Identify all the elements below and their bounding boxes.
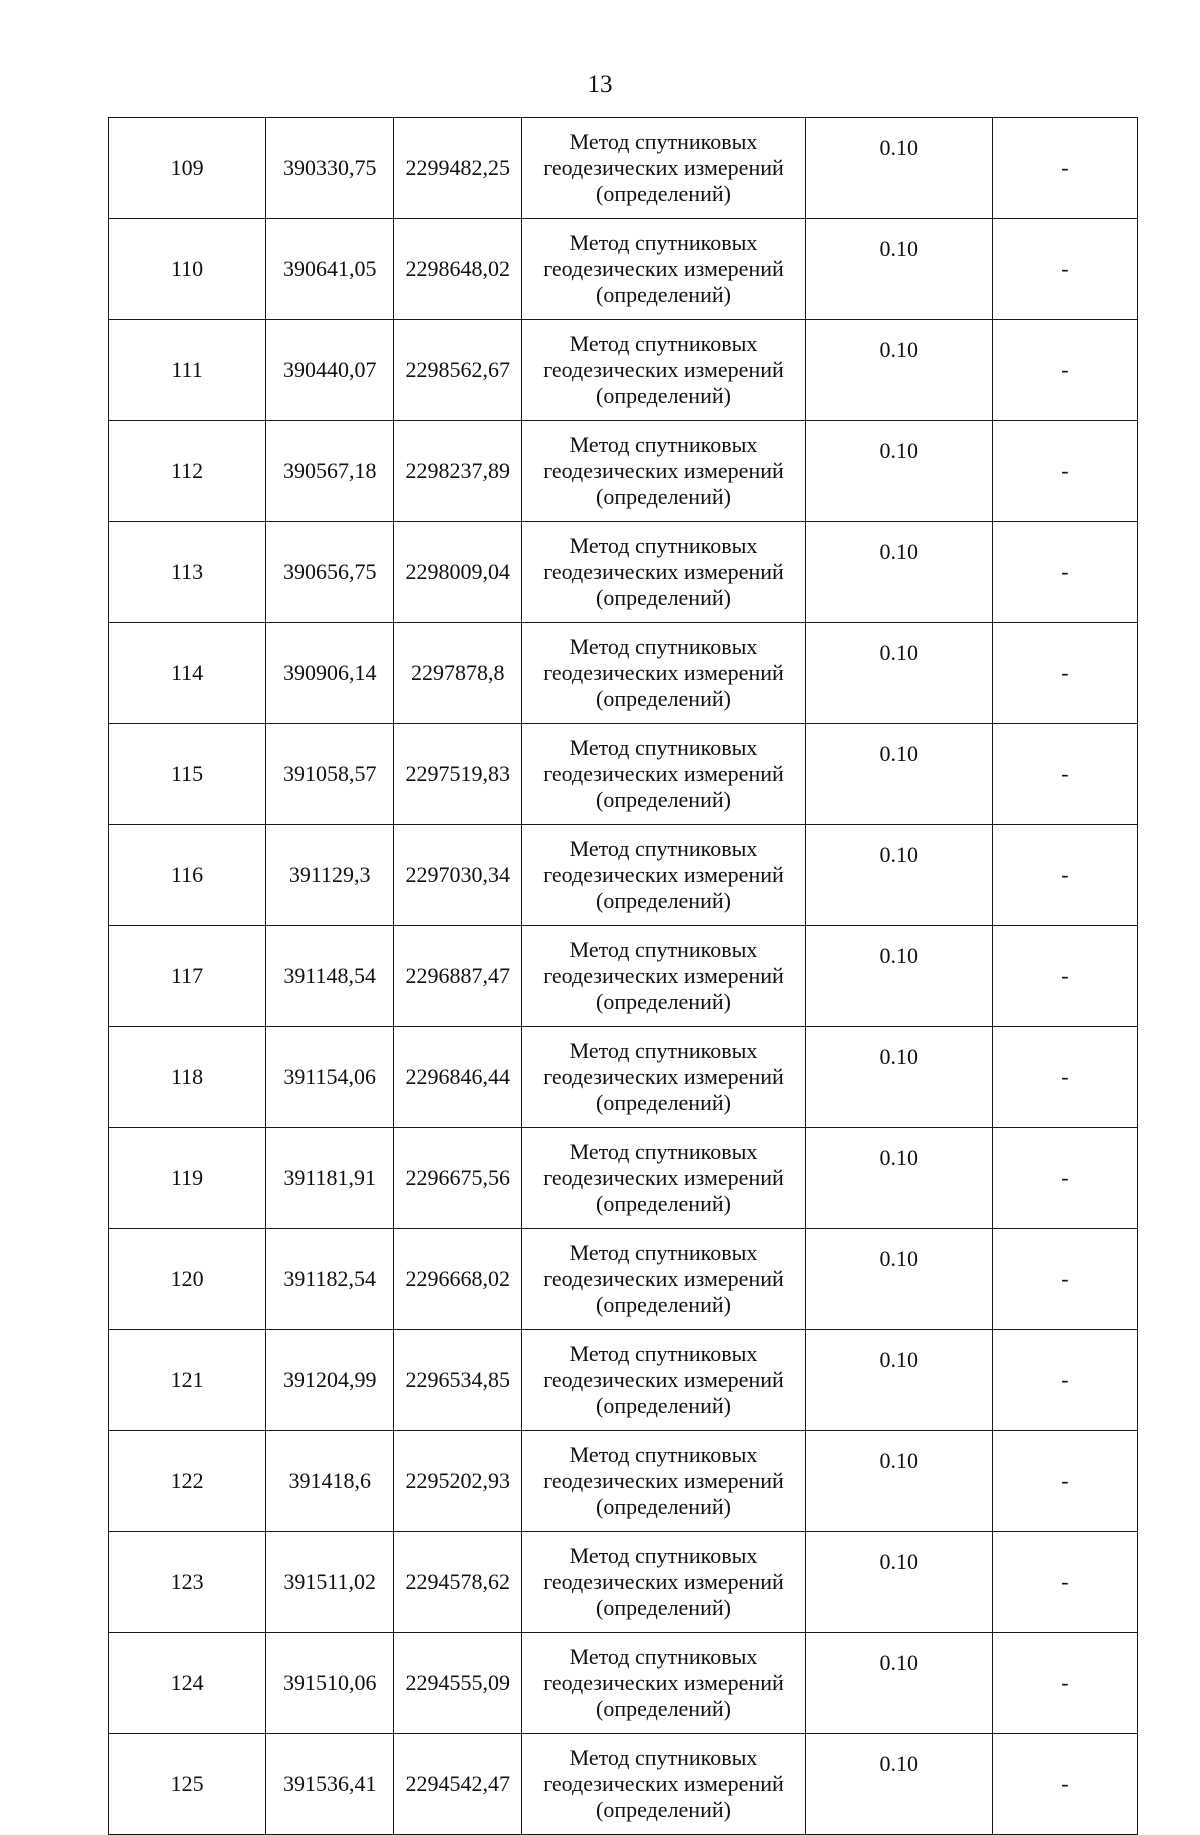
accuracy-cell: 0.10 xyxy=(805,1330,992,1431)
method-cell: Метод спутниковых геодезических измерений (определений) xyxy=(522,825,805,926)
y-coordinate-cell: 2296887,47 xyxy=(394,926,522,1027)
method-cell: Метод спутниковых геодезических измерений (определений) xyxy=(522,320,805,421)
accuracy-cell: 0.10 xyxy=(805,219,992,320)
extra-cell: - xyxy=(992,1027,1137,1128)
x-coordinate-cell: 391536,41 xyxy=(266,1734,394,1835)
table-row xyxy=(109,118,1138,219)
point-number-cell: 111 xyxy=(109,320,266,421)
y-coordinate-cell: 2294542,47 xyxy=(394,1734,522,1835)
method-cell: Метод спутниковых геодезических измерений (определений) xyxy=(522,1633,805,1734)
point-number-cell: 121 xyxy=(109,1330,266,1431)
method-cell: Метод спутниковых геодезических измерений (определений) xyxy=(522,219,805,320)
accuracy-cell: 0.10 xyxy=(805,825,992,926)
x-coordinate-cell: 391182,54 xyxy=(266,1229,394,1330)
table-row xyxy=(109,724,1138,825)
extra-cell: - xyxy=(992,926,1137,1027)
method-cell: Метод спутниковых геодезических измерений (определений) xyxy=(522,1027,805,1128)
accuracy-cell: 0.10 xyxy=(805,320,992,421)
table-row xyxy=(109,1431,1138,1532)
method-cell: Метод спутниковых геодезических измерений (определений) xyxy=(522,1431,805,1532)
point-number-cell: 110 xyxy=(109,219,266,320)
y-coordinate-cell: 2296534,85 xyxy=(394,1330,522,1431)
extra-cell: - xyxy=(992,118,1137,219)
method-cell: Метод спутниковых геодезических измерений (определений) xyxy=(522,926,805,1027)
method-cell: Метод спутниковых геодезических измерений (определений) xyxy=(522,1734,805,1835)
point-number-cell: 113 xyxy=(109,522,266,623)
point-number-cell: 122 xyxy=(109,1431,266,1532)
x-coordinate-cell: 390656,75 xyxy=(266,522,394,623)
x-coordinate-cell: 391181,91 xyxy=(266,1128,394,1229)
x-coordinate-cell: 390641,05 xyxy=(266,219,394,320)
extra-cell: - xyxy=(992,1229,1137,1330)
x-coordinate-cell: 391511,02 xyxy=(266,1532,394,1633)
table-row xyxy=(109,219,1138,320)
method-cell: Метод спутниковых геодезических измерений (определений) xyxy=(522,421,805,522)
x-coordinate-cell: 390906,14 xyxy=(266,623,394,724)
x-coordinate-cell: 391148,54 xyxy=(266,926,394,1027)
table-row xyxy=(109,421,1138,522)
point-number-cell: 123 xyxy=(109,1532,266,1633)
accuracy-cell: 0.10 xyxy=(805,1128,992,1229)
table-row xyxy=(109,825,1138,926)
x-coordinate-cell: 390567,18 xyxy=(266,421,394,522)
page-number: 13 xyxy=(587,71,613,98)
extra-cell: - xyxy=(992,1431,1137,1532)
accuracy-cell: 0.10 xyxy=(805,1734,992,1835)
accuracy-cell: 0.10 xyxy=(805,1431,992,1532)
table-row xyxy=(109,1734,1138,1835)
y-coordinate-cell: 2296675,56 xyxy=(394,1128,522,1229)
y-coordinate-cell: 2298562,67 xyxy=(394,320,522,421)
y-coordinate-cell: 2298648,02 xyxy=(394,219,522,320)
extra-cell: - xyxy=(992,825,1137,926)
table-row xyxy=(109,320,1138,421)
table-row xyxy=(109,623,1138,724)
y-coordinate-cell: 2294555,09 xyxy=(394,1633,522,1734)
accuracy-cell: 0.10 xyxy=(805,421,992,522)
table-row xyxy=(109,522,1138,623)
x-coordinate-cell: 391058,57 xyxy=(266,724,394,825)
table-row xyxy=(109,1532,1138,1633)
method-cell: Метод спутниковых геодезических измерений (определений) xyxy=(522,724,805,825)
method-cell: Метод спутниковых геодезических измерений (определений) xyxy=(522,522,805,623)
method-cell: Метод спутниковых геодезических измерений (определений) xyxy=(522,1532,805,1633)
extra-cell: - xyxy=(992,320,1137,421)
extra-cell: - xyxy=(992,724,1137,825)
accuracy-cell: 0.10 xyxy=(805,724,992,825)
accuracy-cell: 0.10 xyxy=(805,1229,992,1330)
point-number-cell: 124 xyxy=(109,1633,266,1734)
point-number-cell: 109 xyxy=(109,118,266,219)
table-row xyxy=(109,1027,1138,1128)
y-coordinate-cell: 2298009,04 xyxy=(394,522,522,623)
y-coordinate-cell: 2297030,34 xyxy=(394,825,522,926)
extra-cell: - xyxy=(992,1532,1137,1633)
method-cell: Метод спутниковых геодезических измерений (определений) xyxy=(522,1229,805,1330)
method-cell: Метод спутниковых геодезических измерений (определений) xyxy=(522,623,805,724)
x-coordinate-cell: 391204,99 xyxy=(266,1330,394,1431)
x-coordinate-cell: 390440,07 xyxy=(266,320,394,421)
table-row xyxy=(109,1229,1138,1330)
x-coordinate-cell: 391154,06 xyxy=(266,1027,394,1128)
y-coordinate-cell: 2295202,93 xyxy=(394,1431,522,1532)
point-number-cell: 125 xyxy=(109,1734,266,1835)
point-number-cell: 118 xyxy=(109,1027,266,1128)
extra-cell: - xyxy=(992,623,1137,724)
table-row xyxy=(109,1330,1138,1431)
method-cell: Метод спутниковых геодезических измерений (определений) xyxy=(522,118,805,219)
extra-cell: - xyxy=(992,1330,1137,1431)
point-number-cell: 112 xyxy=(109,421,266,522)
extra-cell: - xyxy=(992,1734,1137,1835)
x-coordinate-cell: 391510,06 xyxy=(266,1633,394,1734)
point-number-cell: 120 xyxy=(109,1229,266,1330)
accuracy-cell: 0.10 xyxy=(805,1532,992,1633)
accuracy-cell: 0.10 xyxy=(805,522,992,623)
extra-cell: - xyxy=(992,522,1137,623)
accuracy-cell: 0.10 xyxy=(805,1633,992,1734)
x-coordinate-cell: 390330,75 xyxy=(266,118,394,219)
y-coordinate-cell: 2296846,44 xyxy=(394,1027,522,1128)
x-coordinate-cell: 391418,6 xyxy=(266,1431,394,1532)
x-coordinate-cell: 391129,3 xyxy=(266,825,394,926)
extra-cell: - xyxy=(992,1128,1137,1229)
y-coordinate-cell: 2297878,8 xyxy=(394,623,522,724)
table-row xyxy=(109,926,1138,1027)
method-cell: Метод спутниковых геодезических измерений (определений) xyxy=(522,1330,805,1431)
point-number-cell: 114 xyxy=(109,623,266,724)
y-coordinate-cell: 2298237,89 xyxy=(394,421,522,522)
extra-cell: - xyxy=(992,421,1137,522)
coordinates-table xyxy=(108,117,1138,1835)
accuracy-cell: 0.10 xyxy=(805,118,992,219)
method-cell: Метод спутниковых геодезических измерений (определений) xyxy=(522,1128,805,1229)
point-number-cell: 116 xyxy=(109,825,266,926)
y-coordinate-cell: 2296668,02 xyxy=(394,1229,522,1330)
accuracy-cell: 0.10 xyxy=(805,623,992,724)
accuracy-cell: 0.10 xyxy=(805,1027,992,1128)
point-number-cell: 115 xyxy=(109,724,266,825)
accuracy-cell: 0.10 xyxy=(805,926,992,1027)
y-coordinate-cell: 2294578,62 xyxy=(394,1532,522,1633)
point-number-cell: 117 xyxy=(109,926,266,1027)
table-body xyxy=(109,118,1138,1835)
table-row xyxy=(109,1128,1138,1229)
point-number-cell: 119 xyxy=(109,1128,266,1229)
y-coordinate-cell: 2299482,25 xyxy=(394,118,522,219)
y-coordinate-cell: 2297519,83 xyxy=(394,724,522,825)
table-row xyxy=(109,1633,1138,1734)
extra-cell: - xyxy=(992,219,1137,320)
extra-cell: - xyxy=(992,1633,1137,1734)
